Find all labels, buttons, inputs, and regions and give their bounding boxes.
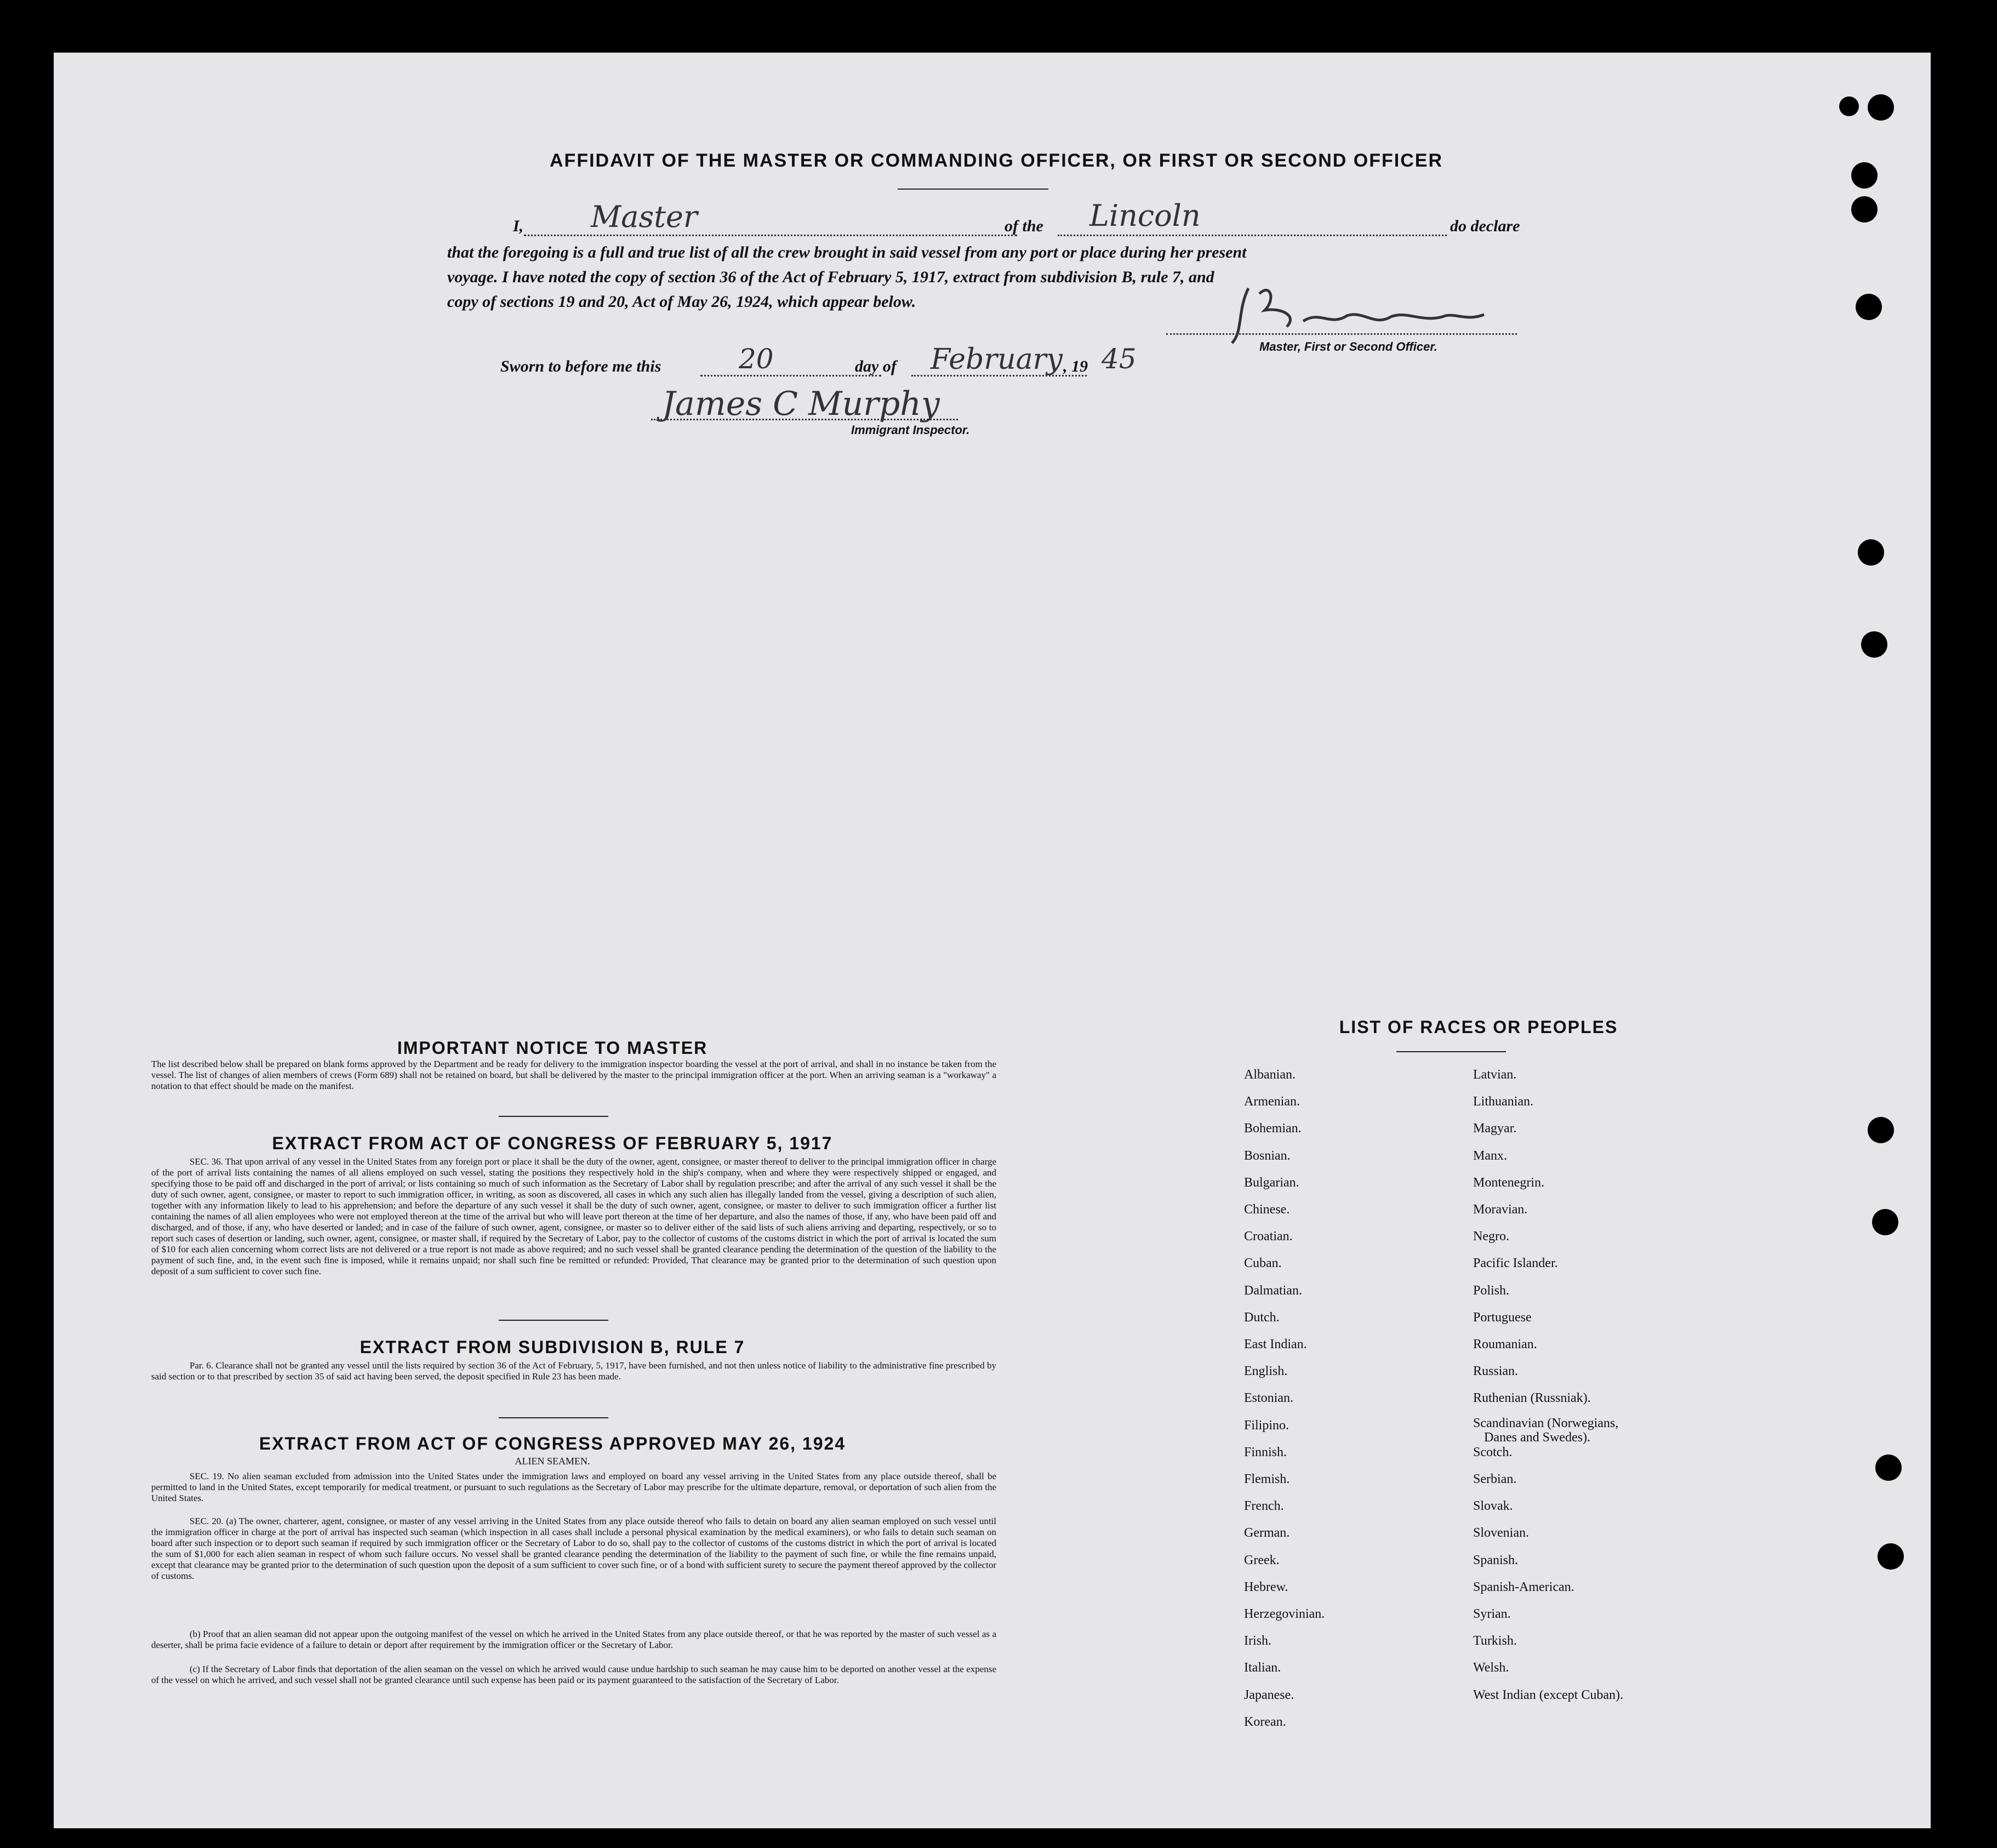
- race-left-item: Finnish.: [1244, 1445, 1287, 1459]
- race-left-item: Albanian.: [1244, 1068, 1296, 1082]
- sec20b-text: (b) Proof that an alien seaman did not appear upon the outgoing manifest of the vessel on which he arrived in the United States from any place outside thereof, or that he was reported by the master of such vessel as a deserter, shall be prima facie evidence of a failure to detain or deport after requirement by the immigration officer or the Secretary of Labor.: [151, 1629, 996, 1650]
- master-name-handwriting: Master: [591, 199, 698, 234]
- punch-hole: [1858, 539, 1884, 566]
- master-signature: [1226, 277, 1511, 349]
- race-left-item: Bosnian.: [1244, 1148, 1291, 1163]
- race-left-item: Bulgarian.: [1244, 1175, 1299, 1190]
- punch-hole: [1856, 294, 1882, 320]
- month-handwriting: February: [931, 343, 1063, 376]
- race-left-item: Bohemian.: [1244, 1121, 1302, 1136]
- divider: [499, 1320, 608, 1321]
- race-right-item: Roumanian.: [1473, 1337, 1537, 1351]
- race-right-item: Magyar.: [1473, 1121, 1517, 1136]
- year-prefix: , 19: [1063, 357, 1088, 375]
- race-left-item: German.: [1244, 1526, 1290, 1541]
- race-right-item: West Indian (except Cuban).: [1473, 1687, 1623, 1702]
- rule7-text: Par. 6. Clearance shall not be granted any vessel until the lists required by section 36 of the Act of February, 5, 1917, have been furnished, and not then unless notice of liability to the administrative fine prescribed by said section or to that prescribed by section 35 of said act having been served, the deposit specified in Rule 23 has been made.: [151, 1360, 996, 1382]
- race-right-item: Polish.: [1473, 1283, 1510, 1298]
- divider: [499, 1417, 608, 1418]
- race-left-item: East Indian.: [1244, 1337, 1307, 1351]
- race-right-item: Spanish.: [1473, 1553, 1519, 1567]
- race-right-item: Portuguese: [1473, 1310, 1532, 1325]
- alien-seamen-subtitle: ALIEN SEAMEN.: [515, 1456, 590, 1467]
- divider: [1396, 1051, 1506, 1052]
- of-the-label: of the: [1005, 217, 1043, 235]
- race-left-item: Hebrew.: [1244, 1579, 1288, 1594]
- race-left-item: Armenian.: [1244, 1094, 1300, 1109]
- notice-title: IMPORTANT NOTICE TO MASTER: [397, 1038, 708, 1058]
- race-right-item: Scandinavian (Norwegians,: [1473, 1416, 1619, 1430]
- race-left-item: Chinese.: [1244, 1202, 1290, 1217]
- inspector-signature: James C Murphy: [662, 385, 940, 423]
- i-label: I,: [513, 217, 524, 235]
- sec20c-text: (c) If the Secretary of Labor finds that deportation of the alien seaman on the vessel on which he arrived would cause undue hardship to such seaman he may cause him to be deported on another vessel at the expense of the vessel on which he arrived, and such vessel shall not be granted clearance until such expense has been paid or its payment guaranteed to the satisfaction of the Secretary of Labor.: [151, 1664, 996, 1685]
- race-right-item: Ruthenian (Russniak).: [1473, 1391, 1591, 1406]
- punch-hole: [1878, 1543, 1904, 1570]
- race-left-item: Dalmatian.: [1244, 1283, 1302, 1298]
- race-right-item: Slovak.: [1473, 1499, 1513, 1514]
- extract-1917-title: EXTRACT FROM ACT OF CONGRESS OF FEBRUARY 5, 1917: [272, 1133, 833, 1153]
- race-left-item: English.: [1244, 1364, 1288, 1379]
- race-left-item: Korean.: [1244, 1714, 1286, 1729]
- race-right-item: Danes and Swedes).: [1484, 1430, 1590, 1445]
- race-left-item: Herzegovinian.: [1244, 1607, 1325, 1621]
- race-right-item: Spanish-American.: [1473, 1579, 1574, 1594]
- rule7-title: EXTRACT FROM SUBDIVISION B, RULE 7: [360, 1337, 745, 1357]
- sec20a-text: SEC. 20. (a) The owner, charterer, agent, consignee, or master of any vessel arriving in the United States from any place outside thereof who fails to detain on board any alien seaman employed on such vessel until the immigration officer in charge at the port of arrival has inspected such seaman (which inspection in all cases shall include a personal physical examination by the medical examiners), or who fails to detain such seaman on board after such inspection or to deport such seaman if required by such immigration officer or the Secretary of Labor to do so, shall pay to the collector of customs of the customs district in which the port of arrival is located the sum of $1,000 for each alien seaman in respect of whom such failure occurs. No vessel shall be granted clearance pending the determination of the liability to the payment of such fine, or while the fine remains unpaid, except that clearance may be granted prior to the determination of such question upon the deposit of a sum sufficient to cover such fine, or of a bond with sufficient surety to secure the payment thereof approved by the collector of customs.: [151, 1516, 996, 1581]
- race-left-item: Dutch.: [1244, 1310, 1280, 1325]
- race-left-item: Estonian.: [1244, 1391, 1293, 1406]
- do-declare-label: do declare: [1450, 217, 1520, 235]
- race-left-item: Flemish.: [1244, 1472, 1290, 1486]
- punch-hole: [1875, 1455, 1902, 1481]
- punch-hole: [1872, 1209, 1898, 1235]
- race-right-item: Pacific Islander.: [1473, 1256, 1558, 1271]
- divider: [499, 1116, 608, 1117]
- day-handwriting: 20: [739, 343, 774, 375]
- extract-1917-text: SEC. 36. That upon arrival of any vessel in the United States from any foreign port or place it shall be the duty of the owner, agent, consignee, or master thereof to deliver to the principal immigration officer in charge of the port of arrival lists containing the names of all aliens employed on such vessel, stating the positions they respectively hold in the ship's company, when and where they were respectively shipped or engaged, and specifying those to be paid off and discharged in the port of arrival; or lists containing so much of such information as the Secretary of Labor shall by regulation prescribe; and after the arrival of any such vessel it shall be the duty of such owner, agent, consignee, or master to report to such immigration officer, in writing, as soon as discovered, all cases in which any such alien has illegally landed from the vessel, giving a description of such alien, together with any information likely to lead to his apprehension; and before the departure of any such vessel it shall be the duty of such owner, agent, consignee, or master to deliver to such immigration officer a further list containing the names of all alien employees who were not employed thereon at the time of the arrival but who will leave port thereon at the time of her departure, and also the names of those, if any, who have been paid off and discharged, and of those, if any, who have deserted or landed; and in case of the failure of such owner, agent, consignee, or master so to deliver either of the said lists of such aliens arriving and departing, respectively, or so to report such cases of desertion or landing, such owner, agent, consignee, or master shall, if required by the Secretary of Labor, pay to the collector of customs of the customs district in which the port of arrival is located the sum of $10 for each alien concerning whom correct lists are not delivered or a true report is not made as above required; and no such vessel shall be granted clearance pending the determination of the question of the liability to the payment of such fine, and, in the event such fine is imposed, while it remains unpaid; nor shall such fine be remitted or refunded: Provided, That clearance may be granted prior to the determination of such question upon deposit of a sum sufficient to cover such fine.: [151, 1156, 996, 1276]
- race-left-item: Filipino.: [1244, 1418, 1290, 1433]
- vessel-name-handwriting: Lincoln: [1089, 198, 1201, 233]
- race-right-item: Russian.: [1473, 1364, 1519, 1379]
- races-title: LIST OF RACES OR PEOPLES: [1339, 1017, 1618, 1037]
- inspector-caption: Immigrant Inspector.: [851, 423, 970, 437]
- race-right-item: Turkish.: [1473, 1634, 1517, 1649]
- sworn-label: Sworn to before me this: [500, 357, 661, 375]
- name-blank: [524, 235, 1017, 236]
- race-right-item: Moravian.: [1473, 1202, 1528, 1217]
- race-right-item: Syrian.: [1473, 1607, 1511, 1621]
- affidavit-line-2: that the foregoing is a full and true list of all the crew brought in said vessel from any port or place during her present: [447, 243, 1247, 261]
- punch-hole: [1851, 162, 1878, 189]
- race-right-item: Scotch.: [1473, 1445, 1513, 1459]
- race-right-item: Manx.: [1473, 1148, 1507, 1163]
- divider: [898, 189, 1048, 190]
- punch-hole: [1839, 96, 1859, 116]
- sec19-text: SEC. 19. No alien seaman excluded from admission into the United States under the immigration laws and employed on board any vessel arriving in the United States from any place outside thereof, shall be permitted to land in the United States, except temporarily for medical treatment, or pursuant to such regulations as the Secretary of Labor may prescribe for the ultimate departure, removal, or deportation of such alien from the United States.: [151, 1471, 996, 1503]
- race-left-item: French.: [1244, 1499, 1284, 1514]
- race-left-item: Croatian.: [1244, 1229, 1293, 1244]
- day-of-label: day of: [855, 357, 897, 375]
- punch-hole: [1868, 1117, 1894, 1143]
- race-right-item: Welsh.: [1473, 1661, 1509, 1675]
- race-left-item: Cuban.: [1244, 1256, 1282, 1271]
- notice-text: The list described below shall be prepared on blank forms approved by the Department and be ready for delivery to the immigration inspector boarding the vessel at the port of arrival, and shall in no instance be taken from the vessel. The list of changes of alien members of crews (Form 689) shall not be retained on board, but shall be delivered by the master to the principal immigration officer at the port. When an arriving seaman is a "workaway" a notation to that effect should be made on the manifest.: [151, 1059, 996, 1091]
- race-right-item: Serbian.: [1473, 1472, 1517, 1486]
- punch-hole: [1868, 94, 1894, 121]
- affidavit-line-4: copy of sections 19 and 20, Act of May 26, 1924, which appear below.: [447, 293, 916, 311]
- race-left-item: Japanese.: [1244, 1687, 1294, 1702]
- extract-1924-title: EXTRACT FROM ACT OF CONGRESS APPROVED MAY 26, 1924: [259, 1434, 846, 1453]
- race-right-item: Slovenian.: [1473, 1526, 1529, 1541]
- master-signature-line: [1166, 333, 1517, 335]
- form-sheet: [54, 53, 1931, 1828]
- year-handwriting: 45: [1102, 343, 1137, 375]
- punch-hole: [1851, 196, 1878, 223]
- race-right-item: Latvian.: [1473, 1068, 1517, 1082]
- master-caption: Master, First or Second Officer.: [1259, 340, 1437, 353]
- affidavit-title: AFFIDAVIT OF THE MASTER OR COMMANDING OFFICER, OR FIRST OR SECOND OFFICER: [550, 150, 1443, 171]
- race-left-item: Irish.: [1244, 1634, 1271, 1649]
- race-right-item: Negro.: [1473, 1229, 1509, 1244]
- race-left-item: Italian.: [1244, 1661, 1281, 1675]
- race-left-item: Greek.: [1244, 1553, 1280, 1567]
- vessel-blank: [1058, 235, 1447, 236]
- day-blank: [700, 375, 881, 377]
- inspector-signature-line: [651, 419, 958, 420]
- punch-hole: [1861, 631, 1887, 658]
- affidavit-line-3: voyage. I have noted the copy of section 36 of the Act of February 5, 1917, extract from subdivision B, rule 7, and: [447, 268, 1214, 286]
- race-right-item: Lithuanian.: [1473, 1094, 1533, 1109]
- race-right-item: Montenegrin.: [1473, 1175, 1544, 1190]
